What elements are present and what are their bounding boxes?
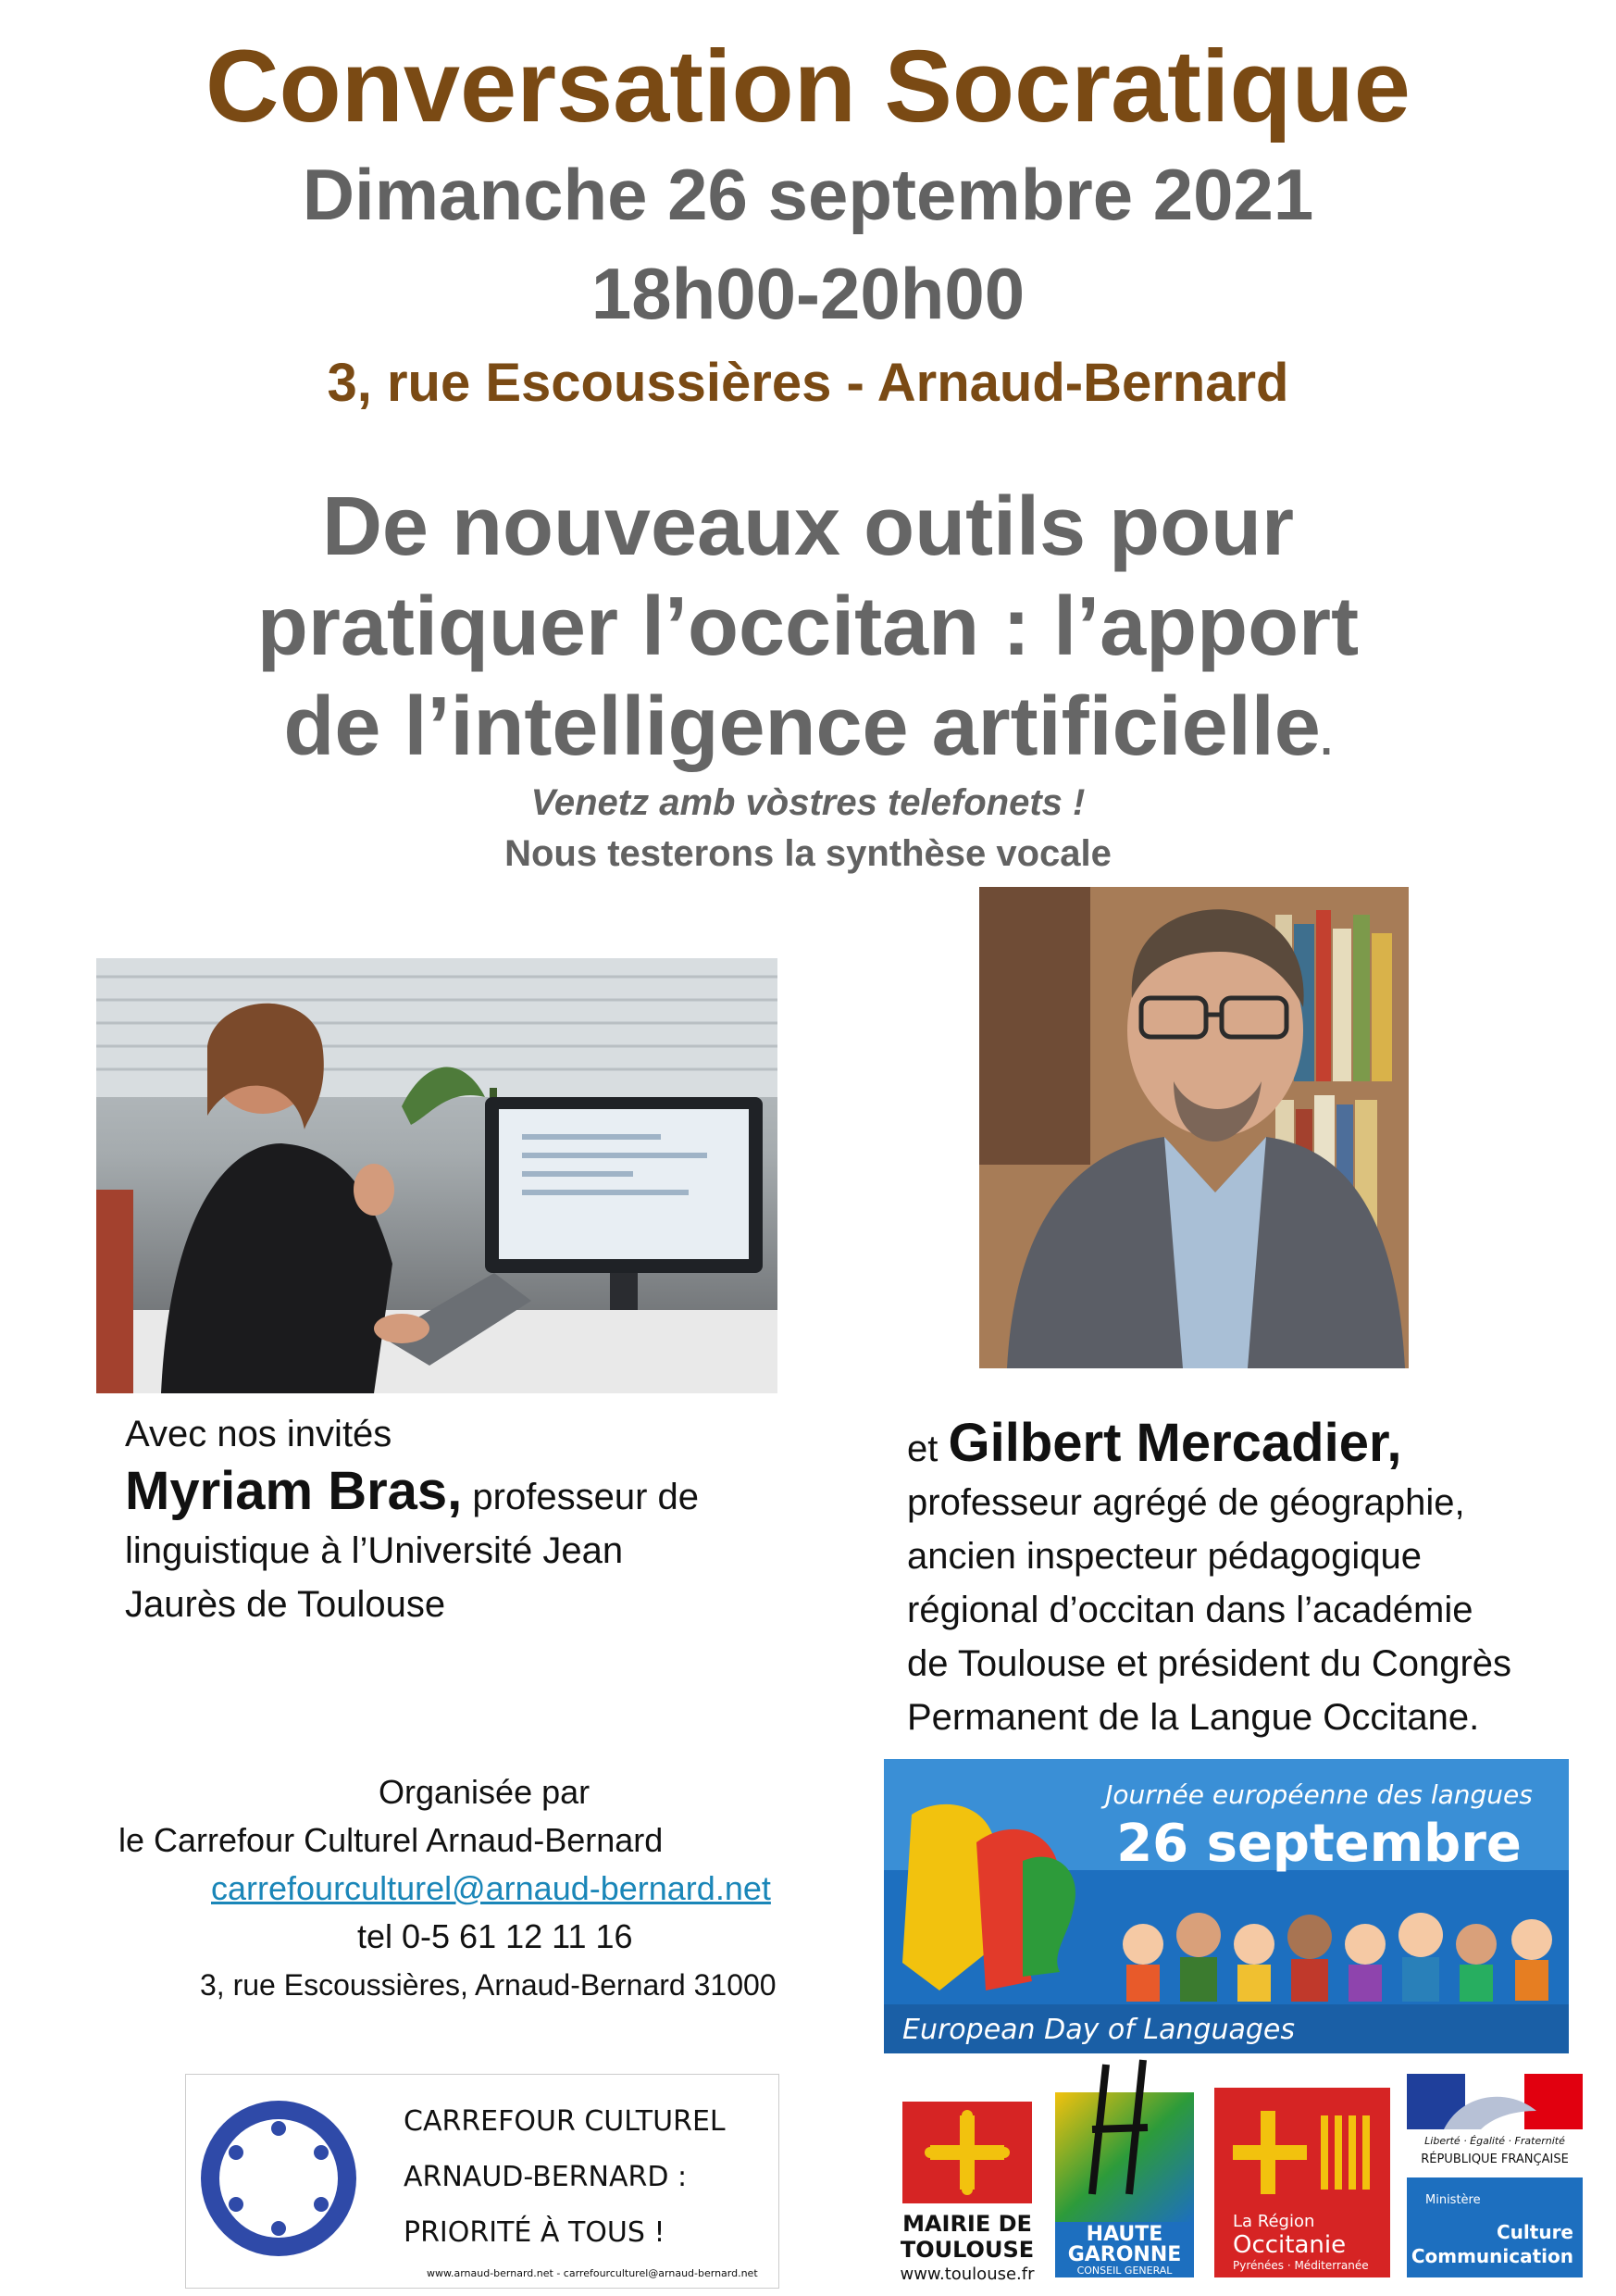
guest2-name: Gilbert Mercadier, — [948, 1413, 1402, 1473]
organizer-phone: tel 0-5 61 12 11 16 — [357, 1917, 633, 1955]
guests-intro: Avec nos invités — [125, 1414, 392, 1454]
subtitle-occitan: Venetz amb vòstres telefonets ! — [530, 782, 1086, 823]
banner-date-text: 26 septembre — [1116, 1814, 1522, 1874]
hg-line-1: HAUTE — [1086, 2223, 1163, 2246]
mairie-web: www.toulouse.fr — [900, 2265, 1035, 2284]
rf-motto: Liberté · Égalité · Fraternité — [1424, 2135, 1565, 2147]
photo-gilbert-mercadier — [979, 887, 1409, 1368]
organizer-line-2: le Carrefour Culturel Arnaud-Bernard — [118, 1821, 664, 1859]
logo-ministere-culture — [1407, 2074, 1583, 2277]
topic-line-1: De nouveaux outils pour — [321, 480, 1295, 573]
photo-myriam-bras — [96, 958, 777, 1393]
organizer-address: 3, rue Escoussières, Arnaud-Bernard 31000 — [200, 1968, 777, 2002]
guest2-line-3: régional d’occitan dans l’académie — [907, 1590, 1473, 1630]
mairie-line-1: MAIRIE DE — [902, 2211, 1032, 2237]
rf-communication: Communication — [1411, 2245, 1573, 2267]
logo-mairie-art — [893, 2102, 1041, 2287]
subtitle-french: Nous testerons la synthèse vocale — [504, 833, 1112, 874]
logo-rf-art — [1407, 2074, 1583, 2277]
organizer-block — [96, 1768, 818, 2009]
guest2-line-2: ancien inspecteur pédagogique — [907, 1536, 1422, 1577]
guest2-line-5: Permanent de la Langue Occitane. — [907, 1697, 1480, 1738]
event-title: Conversation Socratique — [205, 30, 1411, 144]
hg-line-2: GARONNE — [1067, 2243, 1182, 2266]
mairie-line-2: TOULOUSE — [900, 2237, 1035, 2263]
event-time: 18h00-20h00 — [590, 253, 1026, 334]
guest1-heading — [125, 1461, 801, 1524]
guest2-prefix: et — [907, 1429, 949, 1469]
logo-region-art — [1214, 2088, 1390, 2277]
guest1-role-b: linguistique à l’Université Jean — [125, 1530, 624, 1571]
organizer-line-1: Organisée par — [379, 1773, 590, 1811]
topic-dot: . — [1320, 716, 1333, 764]
hg-line-3: CONSEIL GENERAL — [1076, 2265, 1173, 2277]
guest1-name: Myriam Bras, — [125, 1461, 463, 1521]
guest1-role-a: professeur de — [462, 1477, 699, 1517]
guest1-role-c: Jaurès de Toulouse — [125, 1584, 446, 1625]
banner-bottom-text: European Day of Languages — [902, 2014, 1295, 2046]
region-line-3: Pyrénées · Méditerranée — [1233, 2259, 1369, 2272]
banner-art — [884, 1759, 1569, 2053]
region-line-2: Occitanie — [1233, 2231, 1347, 2259]
rf-ministry: Ministère — [1425, 2193, 1481, 2207]
banner-top-text: Journée européenne des langues — [1105, 1779, 1533, 1810]
carrefour-logo-line-2: ARNAUD-BERNARD : — [404, 2161, 688, 2193]
logo-haute-garonne — [1055, 2055, 1194, 2277]
event-address: 3, rue Escoussières - Arnaud-Bernard — [327, 353, 1289, 413]
organizer-email-link[interactable]: carrefourculturel@arnaud-bernard.net — [211, 1869, 771, 1907]
carrefour-logo-line-3: PRIORITÉ À TOUS ! — [404, 2216, 665, 2249]
logo-mairie-toulouse — [893, 2102, 1041, 2287]
european-day-languages-banner — [884, 1759, 1569, 2053]
topic-line-3-text: de l’intelligence artificielle — [283, 680, 1321, 773]
logo-hg-art — [1055, 2055, 1194, 2277]
topic-heading — [93, 477, 1523, 790]
photo-gilbert-mercadier-art — [979, 887, 1409, 1368]
rf-name: RÉPUBLIQUE FRANÇAISE — [1421, 2152, 1569, 2166]
guest-myriam-bras — [125, 1407, 801, 1631]
photo-myriam-bras-art — [96, 958, 777, 1393]
event-date: Dimanche 26 septembre 2021 — [302, 154, 1314, 235]
guest2-line-1: professeur agrégé de géographie, — [907, 1482, 1465, 1523]
guest2-heading — [907, 1413, 1610, 1476]
rf-culture: Culture — [1497, 2221, 1573, 2243]
logo-carrefour-culturel — [185, 2074, 779, 2289]
logo-carrefour-art — [186, 2075, 778, 2288]
carrefour-logo-line-1: CARREFOUR CULTUREL — [404, 2105, 726, 2138]
carrefour-logo-web: www.arnaud-bernard.net - carrefourculturel@arnaud-bernard.net — [427, 2267, 758, 2279]
topic-line-2: pratiquer l’occitan : l’apport — [256, 580, 1360, 673]
topic-line-3 — [93, 677, 1523, 790]
region-line-1: La Région — [1233, 2212, 1315, 2231]
guest2-line-4: de Toulouse et président du Congrès — [907, 1643, 1512, 1684]
logo-region-occitanie — [1214, 2088, 1390, 2277]
guest-gilbert-mercadier — [907, 1413, 1610, 1744]
